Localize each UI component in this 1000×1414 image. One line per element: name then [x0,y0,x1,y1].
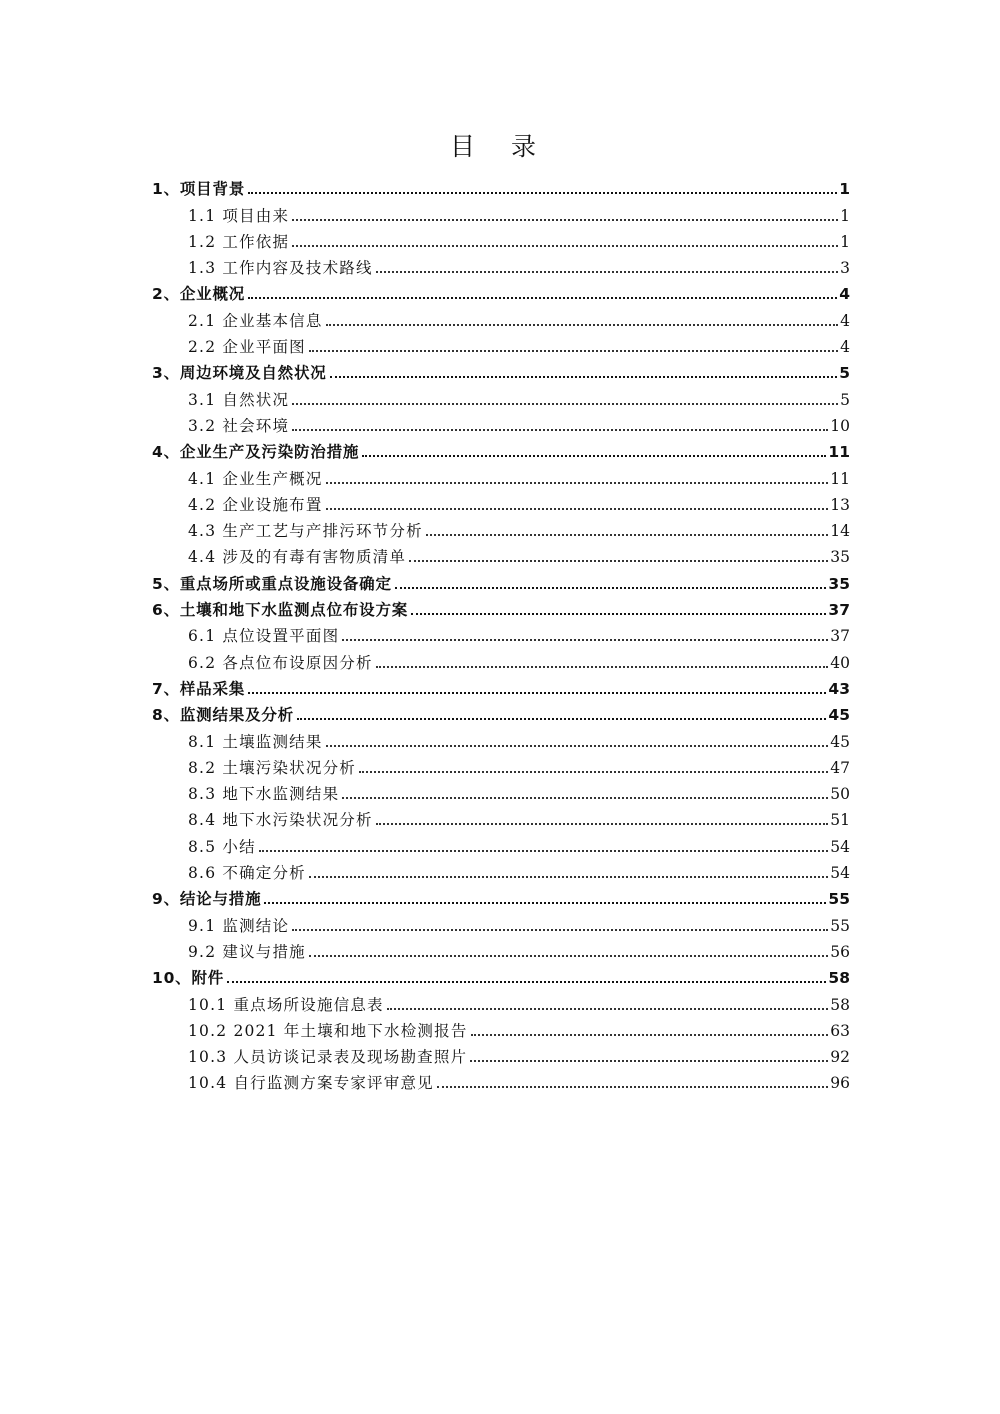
toc-page-number: 58 [828,969,850,988]
toc-page-number: 37 [830,627,850,646]
toc-entry-label: 9.2 建议与措施 [188,942,306,961]
toc-dot-leader [292,403,838,405]
toc-chapter-entry[interactable] [152,883,850,909]
toc-section-entry[interactable] [152,804,850,830]
toc-page-number: 10 [830,416,850,435]
toc-entry-label: 8、监测结果及分析 [152,706,294,725]
toc-entry-label: 2.1 企业基本信息 [188,311,323,330]
toc-entry-label: 1、项目背景 [152,180,246,199]
toc-dot-leader [387,1008,829,1010]
toc-section-entry[interactable] [152,515,850,541]
toc-entry-label: 8.1 土壤监测结果 [188,732,323,751]
toc-section-entry[interactable] [152,909,850,935]
toc-entry-label: 6.2 各点位布设原因分析 [188,653,373,672]
toc-entry-label: 1.3 工作内容及技术路线 [188,259,373,278]
toc-dot-leader [342,797,828,799]
toc-dot-leader [470,1060,828,1062]
toc-entry-label: 3.1 自然状况 [188,390,290,409]
toc-entry-label: 4.4 涉及的有毒有害物质清单 [188,548,407,567]
toc-section-entry[interactable] [152,752,850,778]
toc-chapter-entry[interactable] [152,594,850,620]
toc-dot-leader [264,902,826,904]
toc-page-number: 1 [840,232,850,251]
toc-chapter-entry[interactable] [152,567,850,593]
toc-page-number: 13 [830,495,850,514]
toc-dot-leader [309,350,838,352]
toc-dot-leader [437,1086,828,1088]
toc-page-number: 1 [840,206,850,225]
table-of-contents [152,173,850,1093]
toc-section-entry[interactable] [152,988,850,1014]
toc-page-number: 37 [828,601,850,620]
toc-entry-label: 1.1 项目由来 [188,206,290,225]
toc-dot-leader [376,666,829,668]
toc-page-number: 4 [839,285,850,304]
toc-entry-label: 8.2 土壤污染状况分析 [188,758,356,777]
toc-section-entry[interactable] [152,1041,850,1067]
toc-section-entry[interactable] [152,778,850,804]
toc-page-number: 58 [830,995,850,1014]
toc-page-number: 3 [840,259,850,278]
toc-entry-label: 5、重点场所或重点设施设备确定 [152,574,392,593]
toc-page-number: 40 [830,653,850,672]
toc-entry-label: 7、样品采集 [152,679,246,698]
toc-page-number: 92 [830,1048,850,1067]
toc-dot-leader [376,823,829,825]
toc-section-entry[interactable] [152,489,850,515]
toc-chapter-entry[interactable] [152,699,850,725]
toc-chapter-entry[interactable] [152,436,850,462]
toc-section-entry[interactable] [152,646,850,672]
toc-dot-leader [292,219,838,221]
toc-page-number: 45 [830,732,850,751]
toc-dot-leader [227,981,826,983]
toc-page-number: 4 [840,311,850,330]
toc-entry-label: 3.2 社会环境 [188,416,290,435]
toc-entry-label: 10.2 2021 年土壤和地下水检测报告 [188,1021,468,1040]
toc-dot-leader [342,639,828,641]
toc-page-number: 14 [830,522,850,541]
toc-chapter-entry[interactable] [152,962,850,988]
toc-entry-label: 4.2 企业设施布置 [188,495,323,514]
toc-dot-leader [471,1034,829,1036]
toc-entry-label: 10.4 自行监测方案专家评审意见 [188,1074,434,1093]
toc-entry-label: 4.1 企业生产概况 [188,469,323,488]
toc-section-entry[interactable] [152,304,850,330]
toc-dot-leader [309,955,828,957]
toc-dot-leader [248,192,837,194]
toc-chapter-entry[interactable] [152,278,850,304]
toc-page-number: 54 [830,837,850,856]
toc-section-entry[interactable] [152,1015,850,1041]
toc-entry-label: 4、企业生产及污染防治措施 [152,443,360,462]
toc-dot-leader [409,560,828,562]
toc-chapter-entry[interactable] [152,357,850,383]
toc-dot-leader [292,429,828,431]
toc-page-number: 5 [840,390,850,409]
toc-page-number: 56 [830,942,850,961]
toc-section-entry[interactable] [152,410,850,436]
toc-dot-leader [326,482,829,484]
toc-entry-label: 8.5 小结 [188,837,256,856]
toc-section-entry[interactable] [152,857,850,883]
toc-page-number: 55 [828,890,850,909]
toc-dot-leader [411,613,826,615]
toc-page-number: 55 [830,916,850,935]
toc-page-number: 11 [828,443,850,462]
toc-page-number: 47 [830,758,850,777]
toc-entry-label: 10.1 重点场所设施信息表 [188,995,384,1014]
toc-section-entry[interactable] [152,252,850,278]
toc-page-number: 1 [839,180,850,199]
toc-page-number: 51 [830,811,850,830]
toc-entry-label: 8.6 不确定分析 [188,864,306,883]
toc-section-entry[interactable] [152,541,850,567]
toc-entry-label: 8.3 地下水监测结果 [188,785,340,804]
toc-page-number: 35 [830,548,850,567]
toc-page-number: 50 [830,785,850,804]
toc-dot-leader [292,929,828,931]
toc-entry-label: 9、结论与措施 [152,890,262,909]
toc-dot-leader [326,324,839,326]
toc-section-entry[interactable] [152,226,850,252]
toc-page-number: 43 [828,679,850,698]
toc-dot-leader [376,271,838,273]
toc-dot-leader [326,508,829,510]
toc-section-entry[interactable] [152,331,850,357]
toc-section-entry[interactable] [152,199,850,225]
toc-dot-leader [362,455,826,457]
toc-page-number: 45 [828,706,850,725]
toc-chapter-entry[interactable] [152,673,850,699]
toc-section-entry[interactable] [152,936,850,962]
toc-dot-leader [297,718,826,720]
toc-entry-label: 10、附件 [152,969,225,988]
toc-section-entry[interactable] [152,462,850,488]
toc-dot-leader [309,876,828,878]
toc-entry-label: 2.2 企业平面图 [188,338,306,357]
toc-page-number: 96 [830,1074,850,1093]
toc-section-entry[interactable] [152,383,850,409]
toc-section-entry[interactable] [152,620,850,646]
toc-page-number: 35 [828,574,850,593]
toc-dot-leader [330,376,838,378]
toc-page-number: 11 [830,469,850,488]
toc-page-number: 63 [830,1021,850,1040]
toc-entry-label: 3、周边环境及自然状况 [152,364,327,383]
toc-page-number: 5 [839,364,850,383]
toc-entry-label: 8.4 地下水污染状况分析 [188,811,373,830]
toc-entry-label: 6.1 点位设置平面图 [188,627,340,646]
toc-section-entry[interactable] [152,1067,850,1093]
toc-dot-leader [326,745,829,747]
toc-dot-leader [259,850,828,852]
toc-entry-label: 6、土壤和地下水监测点位布设方案 [152,601,409,620]
toc-dot-leader [248,297,837,299]
toc-dot-leader [292,245,838,247]
page-title: 目 录 [450,132,550,161]
toc-entry-label: 10.3 人员访谈记录表及现场勘查照片 [188,1048,468,1067]
toc-entry-label: 4.3 生产工艺与产排污环节分析 [188,522,423,541]
toc-page-number: 54 [830,864,850,883]
toc-section-entry[interactable] [152,830,850,856]
toc-chapter-entry[interactable] [152,173,850,199]
toc-section-entry[interactable] [152,725,850,751]
toc-dot-leader [395,587,827,589]
toc-dot-leader [426,534,828,536]
toc-entry-label: 2、企业概况 [152,285,246,304]
toc-page-number: 4 [840,338,850,357]
toc-entry-label: 9.1 监测结论 [188,916,290,935]
toc-entry-label: 1.2 工作依据 [188,232,290,251]
toc-dot-leader [248,692,826,694]
toc-dot-leader [359,771,828,773]
